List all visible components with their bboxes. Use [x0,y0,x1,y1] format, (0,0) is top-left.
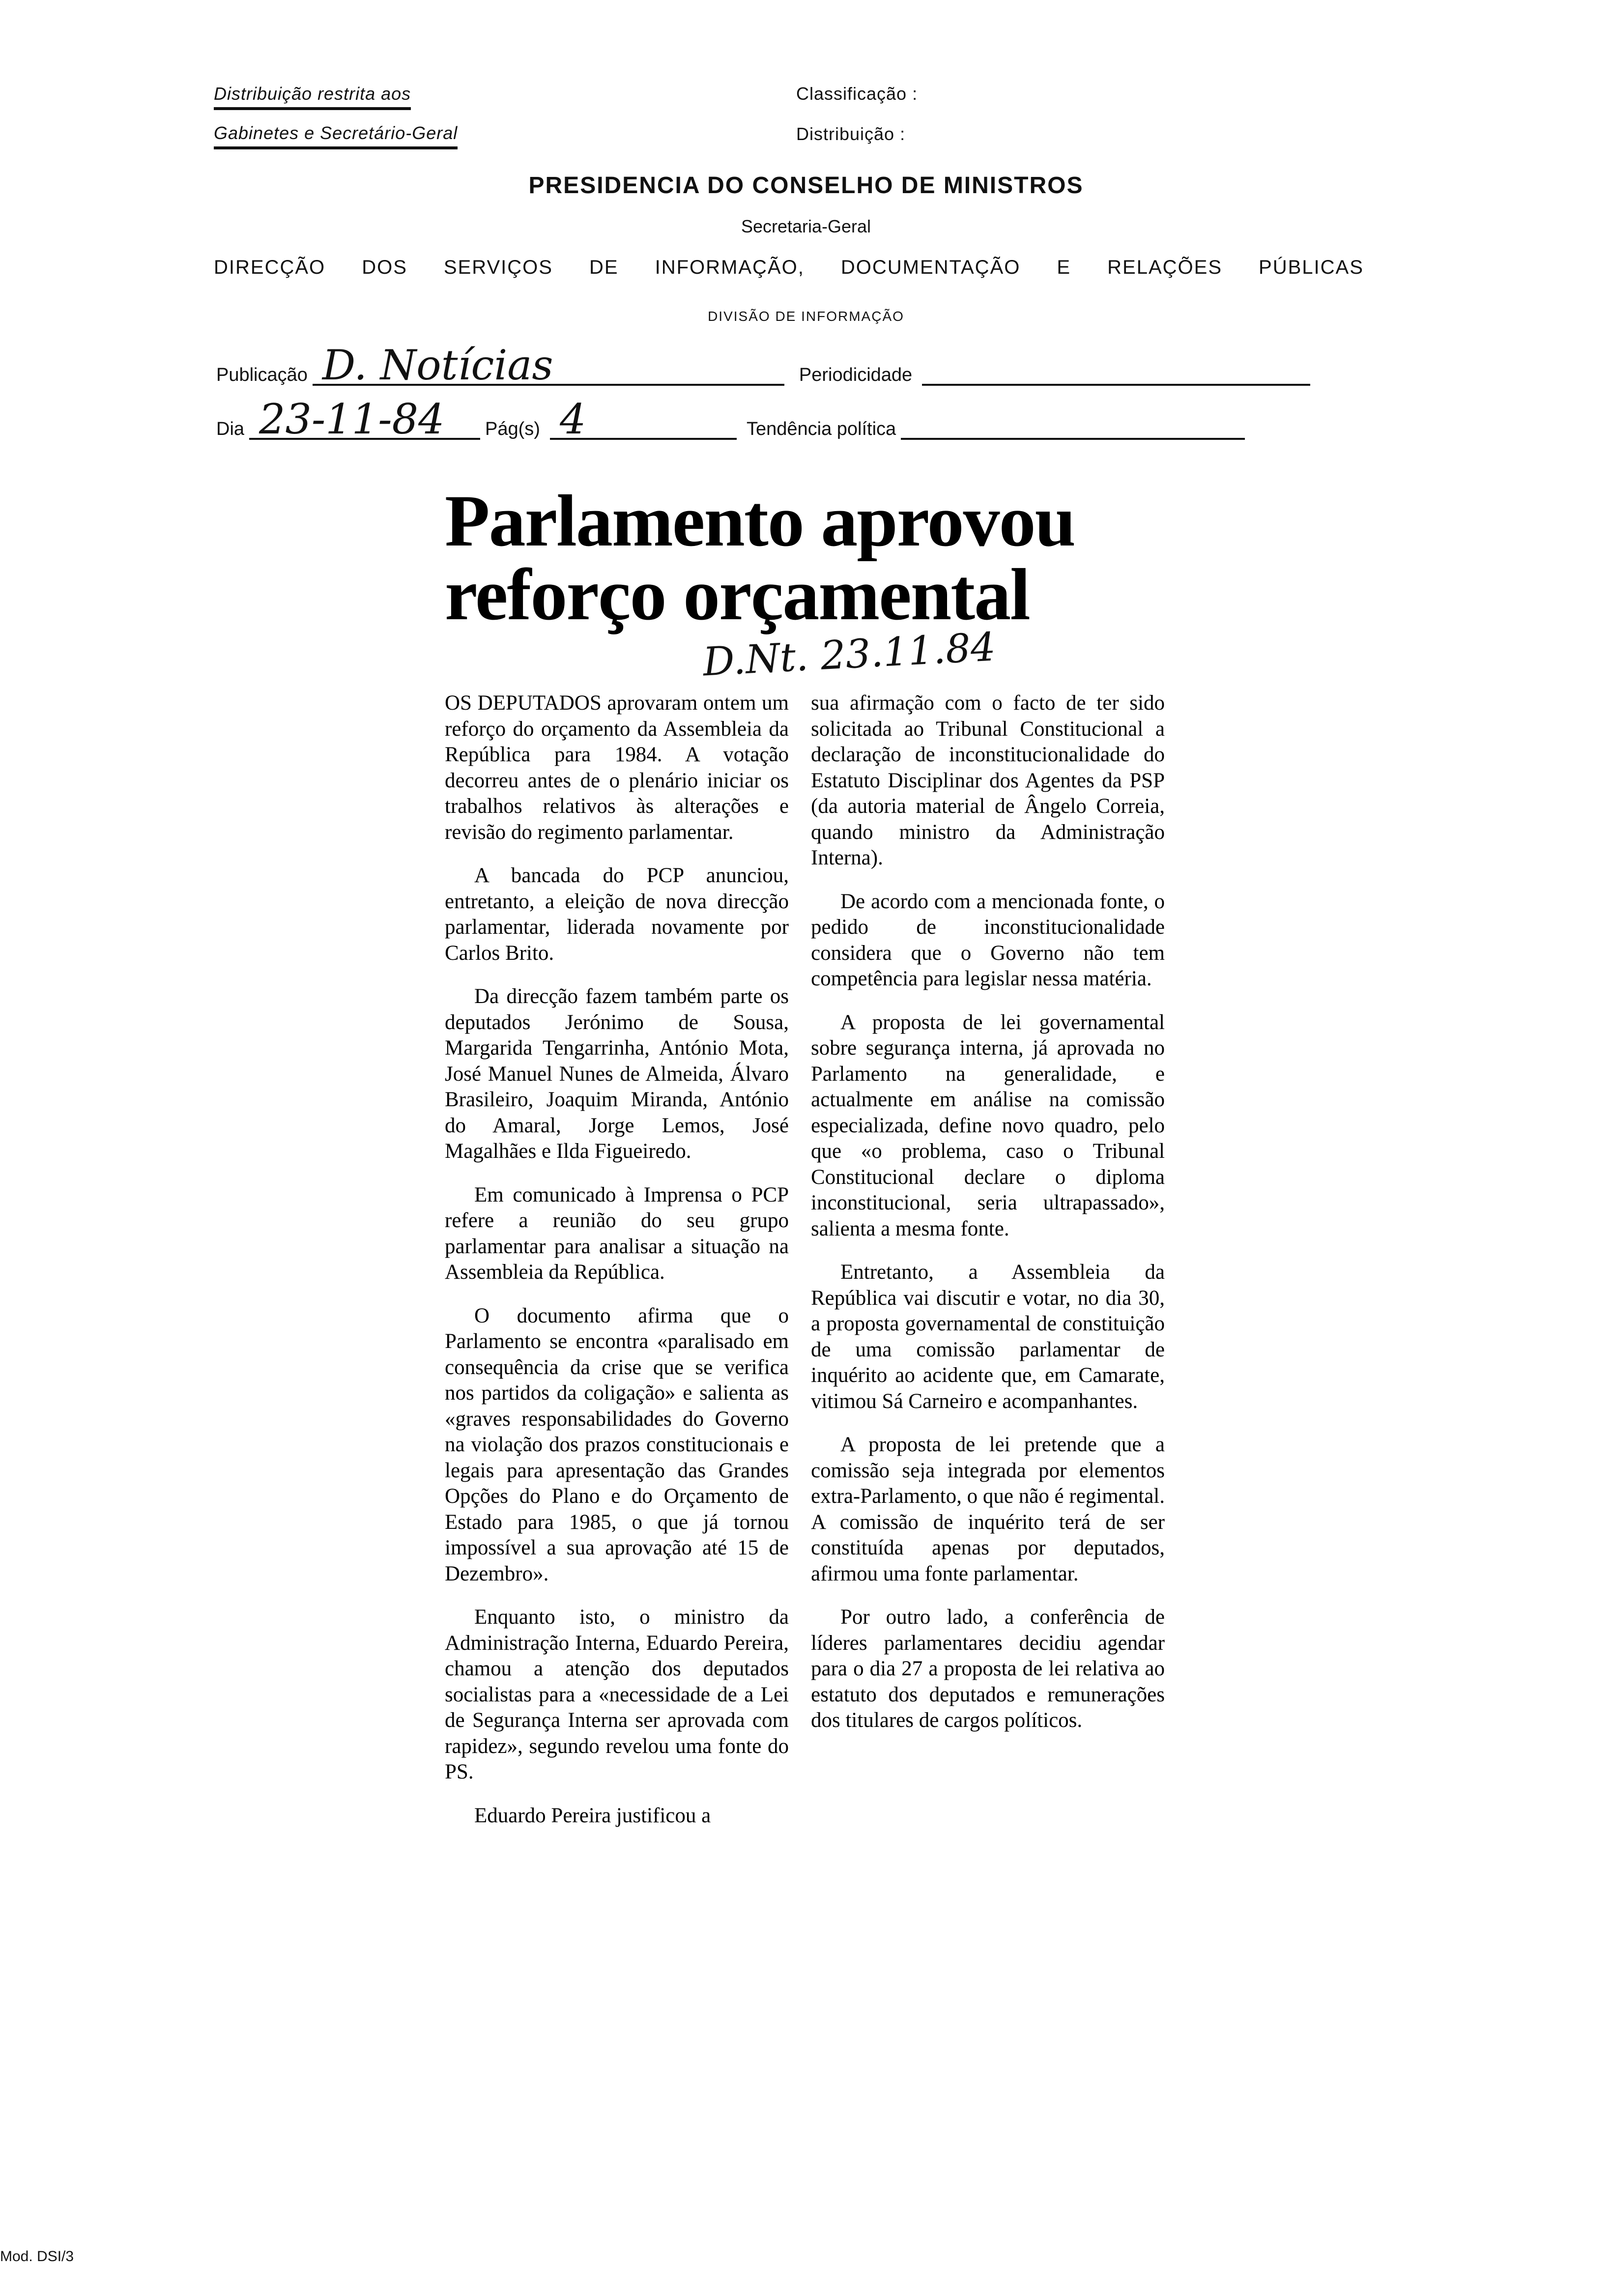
article-headline-line2: reforço orçamental [445,554,1030,635]
paragraph: Em comunicado à Imprensa o PCP refere a reunião do seu grupo parlamentar para analisar a situação na Assembleia da República. [445,1183,789,1284]
handwritten-source-stamp: D.Nt. 23.11.84 [701,624,997,685]
paragraph: Entretanto, a Assembleia da República vai discutir e votar, no dia 30, a proposta governamental de constituição de uma comissão parlamentar de inquérito ao acidente que, em Camarate, vitimou Sá Carneiro e acompanhantes. [811,1261,1165,1413]
periodicity-line [922,361,1310,386]
directorate-word: RELAÇÕES [1107,257,1222,278]
paragraph: De acordo com a mencionada fonte, o pedido de inconstitucionalidade considera que o Governo não tem competência para legislar nessa matéria. [811,890,1165,990]
publication-field [216,341,1310,389]
article-headline-line1: Parlamento aprovou [445,480,1075,562]
political-tendency-line [901,415,1245,440]
directorate-word: DOS [362,257,407,278]
paragraph: O documento afirma que o Parlamento se encontra «paralisado em consequência da crise que se verifica nos partidos da coligação» e salienta as «graves responsabilidades do Governo na violação dos prazos constitucionais e legais para apresentação das Grandes Opções do Plano e do Orçamento de Estado para 1985, o que já tornou impossível a sua aprovação até 15 de Dezembro». [445,1304,789,1585]
political-tendency-label: Tendência política [746,419,896,439]
day-line [249,395,480,443]
pages-label: Pág(s) [485,419,540,439]
date-field [216,395,1245,443]
pages-line [550,395,737,443]
restricted-distribution-line2: Gabinetes e Secretário-Geral [214,123,458,149]
directorate-word: DOCUMENTAÇÃO [840,257,1021,278]
org-subtitle: Secretaria-Geral [741,216,871,236]
paragraph: Por outro lado, a conferência de líderes parlamentares decidiu agendar para o dia 27 a proposta de lei relativa ao estatuto dos deputados e remunerações dos titulares de cargos políticos. [811,1606,1165,1732]
paragraph: A proposta de lei pretende que a comissão seja integrada por elementos extra-Parlamento, o que não é regimental. A comissão de inquérito terá de ser constituída apenas por deputados, afirmou uma fonte parlamentar. [811,1433,1165,1585]
paragraph: Da direcção fazem também parte os deputados Jerónimo de Sousa, Margarida Tengarrinha, António Mota, José Manuel Nunes de Almeida, Álvaro Brasileiro, Joaquim Miranda, António do Amaral, Jorge Lemos, José Magalhães e Ilda Figueiredo. [445,985,789,1163]
division-title: DIVISÃO DE INFORMAÇÃO [708,309,904,324]
paragraph: OS DEPUTADOS aprovaram ontem um reforço do orçamento da Assembleia da República para 1984. A votação decorreu antes de o plenário iniciar os trabalhos relativos às alterações e revisão do regimento parlamentar. [445,691,789,844]
directorate-title [214,257,1364,279]
paragraph: A bancada do PCP anunciou, entretanto, a eleição de nova direcção parlamentar, liderada novamente por Carlos Brito. [445,864,789,965]
day-label: Dia [216,419,245,439]
directorate-word: INFORMAÇÃO, [655,257,805,278]
directorate-word: DIRECÇÃO [214,257,326,278]
publication-handwritten: D. Notícias [322,341,553,389]
paragraph: Eduardo Pereira justificou a [474,1804,711,1827]
paragraph: Enquanto isto, o ministro da Administração Interna, Eduardo Pereira, chamou a atenção dos deputados socialistas para a «necessidade de a Lei de Segurança Interna ser aprovada com rapidez», segundo revelou uma fonte do PS. [445,1606,789,1783]
periodicity-label: Periodicidade [799,365,913,385]
publication-label: Publicação [216,365,308,385]
classification-label: Classificação : [796,84,918,104]
directorate-word: DE [589,257,619,278]
form-code: Mod. DSI/3 [0,2248,74,2265]
directorate-word: SERVIÇOS [443,257,553,278]
article-column-1 [445,690,789,1846]
paragraph: sua afirmação com o facto de ter sido solicitada ao Tribunal Constitucional a declaração de inconstitucionalidade do Estatuto Disciplinar dos Agentes da PSP (da autoria material de Ângelo Correia, quando ministro da Administração Interna). [811,691,1165,869]
publication-line [313,341,784,389]
distribution-label: Distribuição : [796,124,906,144]
directorate-word: E [1057,257,1071,278]
directorate-word: PÚBLICAS [1259,257,1364,278]
restricted-distribution-line1: Distribuição restrita aos [214,84,411,110]
day-handwritten: 23-11-84 [259,395,445,443]
pages-handwritten: 4 [559,395,586,443]
article-column-2 [811,690,1165,1751]
paragraph: A proposta de lei governamental sobre segurança interna, já aprovada no Parlamento na generalidade, e actualmente em análise na comissão especializada, define novo quadro, pelo que «o problema, caso o Tribunal Constitucional declare o diploma inconstitucional, seria ultrapassado», salienta a mesma fonte. [811,1010,1165,1240]
org-title: PRESIDENCIA DO CONSELHO DE MINISTROS [528,172,1084,199]
